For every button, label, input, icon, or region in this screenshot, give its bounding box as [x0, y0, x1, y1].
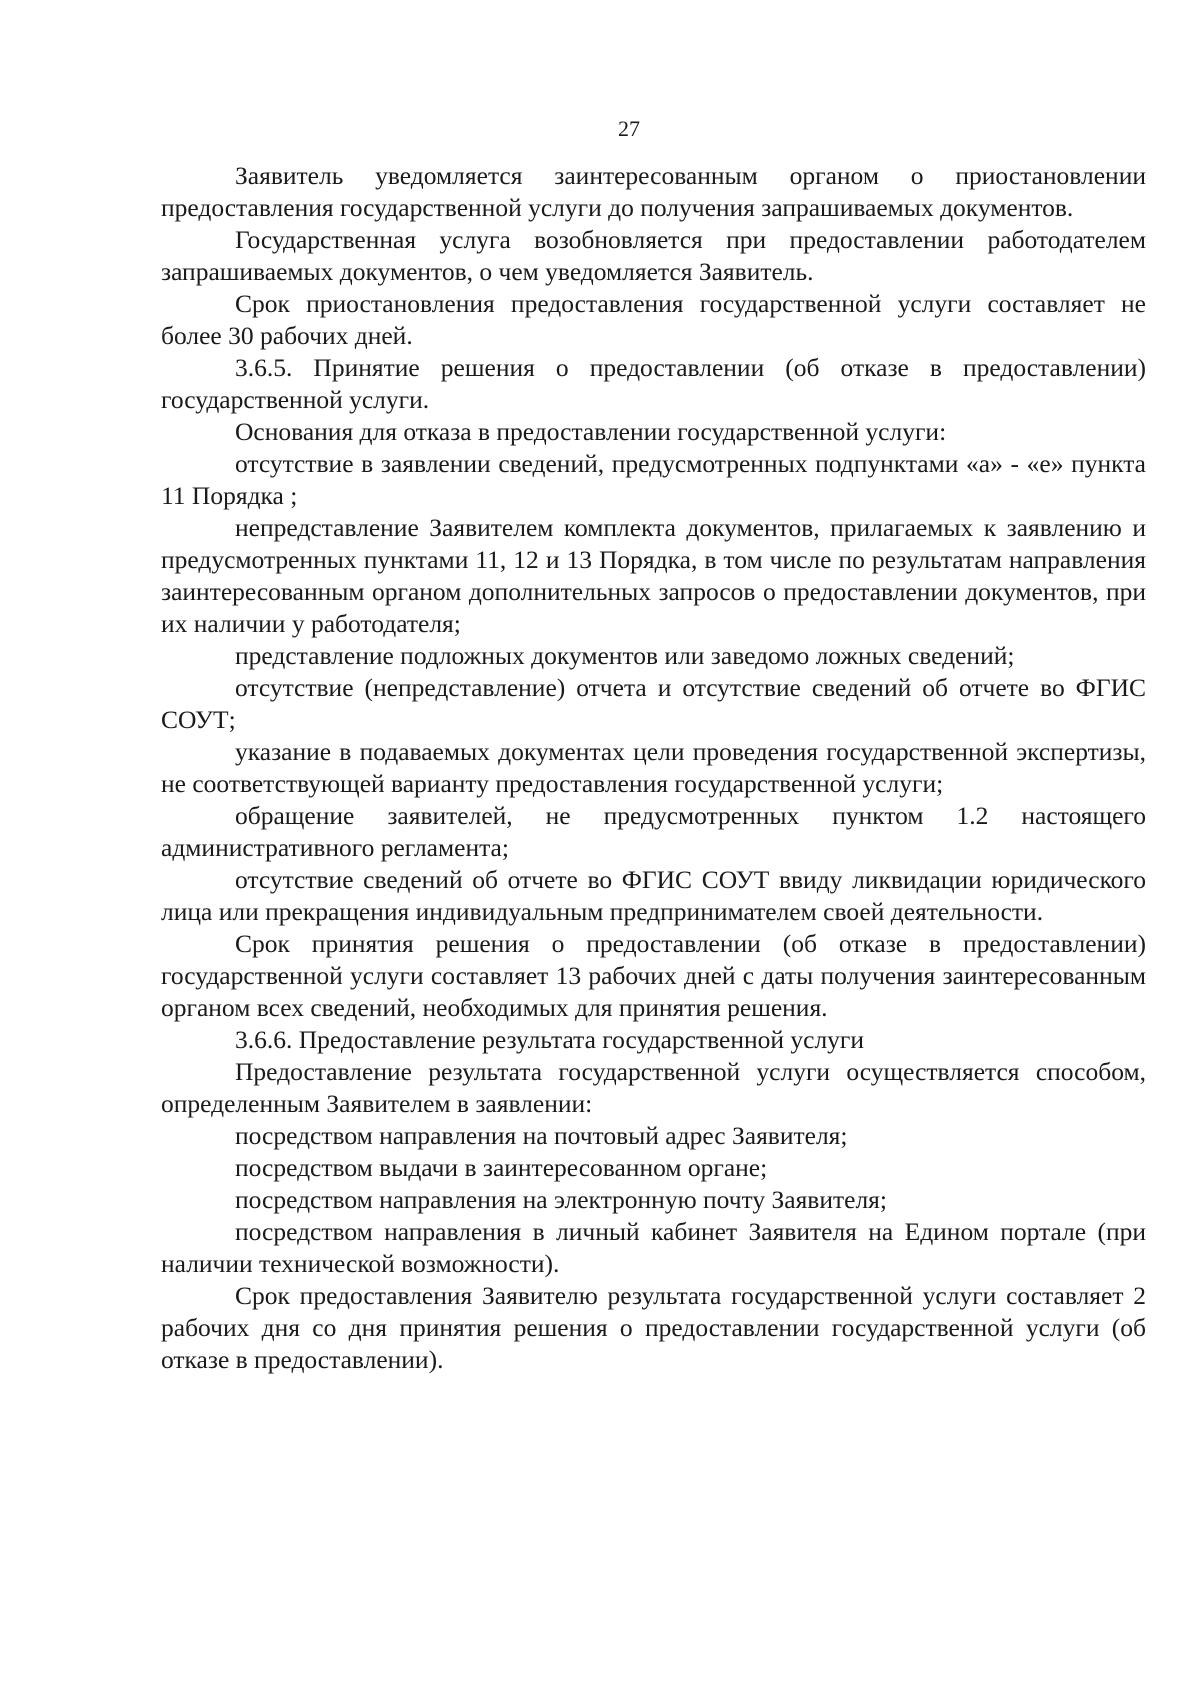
list-item: указание в подаваемых документах цели проведения государственной экспертизы, не соответствующей варианту предоставления государственной услуги;: [161, 737, 1146, 798]
list-item: отсутствие (непредставление) отчета и отсутствие сведений об отчете во ФГИС СОУТ;: [161, 673, 1146, 734]
list-item: отсутствие в заявлении сведений, предусмотренных подпунктами «а» - «е» пункта 11 Порядка ;: [161, 449, 1146, 510]
paragraph-decision-term: Срок принятия решения о предоставлении (об отказе в предоставлении) государственной услуги составляет 13 рабочих дней с даты получения заинтересованным органом всех сведений, необходимых для принятия решения.: [161, 929, 1146, 1022]
list-item: посредством направления на электронную почту Заявителя;: [235, 1185, 887, 1214]
list-item: отсутствие сведений об отчете во ФГИС СОУТ ввиду ликвидации юридического лица или прекращения индивидуальным предпринимателем своей деятельности.: [161, 865, 1146, 926]
paragraph-result-delivery: Предоставление результата государственной услуги осуществляется способом, определенным Заявителем в заявлении:: [161, 1057, 1146, 1118]
paragraph-result-term: Срок предоставления Заявителю результата государственной услуги составляет 2 рабочих дня со дня принятия решения о предоставлении государственной услуги (об отказе в предоставлении).: [161, 1281, 1146, 1374]
section-heading-3-6-5: 3.6.5. Принятие решения о предоставлении (об отказе в предоставлении) государственной услуги.: [161, 353, 1146, 414]
paragraph-suspension-term: Срок приостановления предоставления государственной услуги составляет не более 30 рабочих дней.: [161, 289, 1146, 350]
paragraph-refusal-grounds: Основания для отказа в предоставлении государственной услуги:: [235, 417, 947, 446]
page-number: 27: [618, 116, 640, 141]
list-item: посредством направления в личный кабинет Заявителя на Едином портале (при наличии технической возможности).: [161, 1217, 1146, 1278]
document-body: [161, 160, 1146, 1376]
paragraph-suspension-notice: Заявитель уведомляется заинтересованным органом о приостановлении предоставления государственной услуги до получения запрашиваемых документов.: [161, 161, 1146, 222]
list-item: представление подложных документов или заведомо ложных сведений;: [235, 641, 1015, 670]
list-item: посредством выдачи в заинтересованном органе;: [235, 1153, 768, 1182]
list-item: посредством направления на почтовый адрес Заявителя;: [235, 1121, 848, 1150]
paragraph-service-resumed: Государственная услуга возобновляется при предоставлении работодателем запрашиваемых документов, о чем уведомляется Заявитель.: [161, 225, 1146, 286]
section-heading-3-6-6: 3.6.6. Предоставление результата государственной услуги: [235, 1025, 865, 1054]
list-item: непредставление Заявителем комплекта документов, прилагаемых к заявлению и предусмотренных пунктами 11, 12 и 13 Порядка, в том числе по результатам направления заинтересованным органом дополнительных запросов о предоставлении документов, при их наличии у работодателя;: [161, 513, 1146, 638]
list-item: обращение заявителей, не предусмотренных пунктом 1.2 настоящего административного регламента;: [161, 801, 1146, 862]
